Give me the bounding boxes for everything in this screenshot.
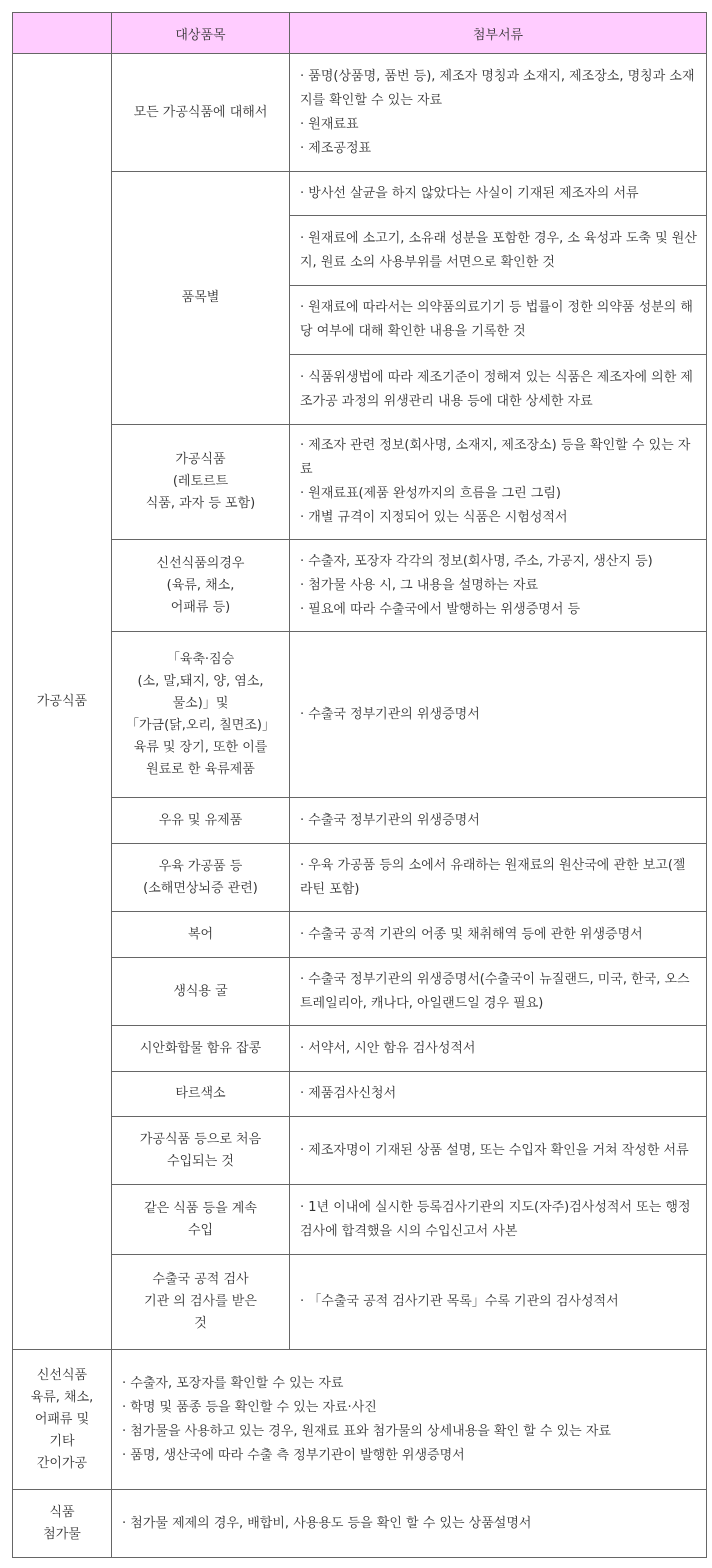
document-list <box>290 286 707 355</box>
document-item: · 학명 및 품종 등을 확인할 수 있는 자료·사진 <box>122 1399 377 1415</box>
document-list <box>290 172 707 216</box>
document-list <box>112 1350 707 1490</box>
document-item: · 수출국 정부기관의 위생증명서(수출국이 뉴질랜드, 미국, 한국, 오스트레일리아, 캐나다, 아일랜드일 경우 필요) <box>300 971 690 1011</box>
table-row <box>13 1350 707 1490</box>
target-item: 복어 <box>112 912 290 958</box>
document-item: · 수출국 공적 기관의 어종 및 채취해역 등에 관한 위생증명서 <box>300 926 643 942</box>
table-row <box>13 958 707 1026</box>
document-item: · 식품위생법에 따라 제조기준이 정해져 있는 식품은 제조자에 의한 제조가공 과정의 위생관리 내용 등에 대한 상세한 자료 <box>300 369 693 409</box>
document-item: · 원재료에 소고기, 소유래 성분을 포함한 경우, 소 육성과 도축 및 원산지, 원료 소의 사용부위를 서면으로 확인한 것 <box>300 230 697 270</box>
import-documents-table <box>12 12 707 1558</box>
target-item: 타르색소 <box>112 1072 290 1117</box>
document-list <box>290 54 707 172</box>
document-item: · 원재료에 따라서는 의약품의료기기 등 법률이 정한 의약품 성분의 해당 여부에 대해 확인한 내용을 기록한 것 <box>300 300 693 339</box>
table-row <box>13 54 707 172</box>
table-row <box>13 540 707 632</box>
document-item: · 첨가물 사용 시, 그 내용을 설명하는 자료 <box>300 577 539 593</box>
target-item: 가공식품 등으로 처음 수입되는 것 <box>112 1117 290 1185</box>
target-item: 시안화합물 함유 잡콩 <box>112 1026 290 1072</box>
target-item: 가공식품 (레토르트 식품, 과자 등 포함) <box>112 425 290 540</box>
header-col1 <box>13 13 112 54</box>
table-row <box>13 1185 707 1255</box>
document-list <box>290 1026 707 1072</box>
target-item: 신선식품의경우 (육류, 채소, 어패류 등) <box>112 540 290 632</box>
document-item: · 필요에 따라 수출국에서 발행하는 위생증명서 등 <box>300 601 581 617</box>
target-item: 수출국 공적 검사 기관 의 검사를 받은 것 <box>112 1255 290 1350</box>
document-item: · 수출국 정부기관의 위생증명서 <box>300 706 480 722</box>
document-item: · 방사선 살균을 하지 않았다는 사실이 기재된 제조자의 서류 <box>300 185 639 201</box>
table-row <box>13 1255 707 1350</box>
header-attached-documents: 첨부서류 <box>290 13 707 54</box>
document-item: · 우육 가공품 등의 소에서 유래하는 원재료의 원산국에 관한 보고(젤라틴 포함) <box>300 857 686 897</box>
table-row <box>13 1072 707 1117</box>
document-item: · 「수출국 공적 검사기관 목록」수록 기관의 검사성적서 <box>300 1294 619 1309</box>
document-list <box>290 844 707 912</box>
target-item: 모든 가공식품에 대해서 <box>112 54 290 172</box>
document-list <box>290 1255 707 1350</box>
table-row <box>13 798 707 844</box>
document-list <box>290 632 707 798</box>
document-item: · 제조자 관련 정보(회사명, 소재지, 제조장소) 등을 확인할 수 있는 자료 <box>300 438 691 477</box>
document-list <box>290 355 707 425</box>
document-item: · 원재료표(제품 완성까지의 흐름을 그린 그림) <box>300 486 561 501</box>
target-item: 우유 및 유제품 <box>112 798 290 844</box>
table-row <box>13 1490 707 1558</box>
document-item: · 수출자, 포장자를 확인할 수 있는 자료 <box>122 1375 344 1391</box>
category-fresh-food: 신선식품 육류, 채소, 어패류 및 기타 간이가공 <box>13 1350 112 1490</box>
document-item: · 첨가물 제제의 경우, 배합비, 사용용도 등을 확인 할 수 있는 상품설명서 <box>122 1515 532 1531</box>
document-item: · 서약서, 시안 함유 검사성적서 <box>300 1040 476 1056</box>
table-row <box>13 912 707 958</box>
target-item: 생식용 굴 <box>112 958 290 1026</box>
table-row <box>13 425 707 540</box>
document-list <box>290 1117 707 1185</box>
target-item: 품목별 <box>112 172 290 425</box>
table-row <box>13 1026 707 1072</box>
document-item: · 원재료표 <box>300 116 359 132</box>
document-list <box>290 540 707 632</box>
table-row <box>13 1117 707 1185</box>
document-item: · 품명(상품명, 품번 등), 제조자 명칭과 소재지, 제조장소, 명칭과 소재지를 확인할 수 있는 자료 <box>300 68 695 108</box>
document-list <box>290 425 707 540</box>
document-list <box>112 1490 707 1558</box>
document-list <box>290 912 707 958</box>
document-item: · 수출국 정부기관의 위생증명서 <box>300 812 480 828</box>
category-processed-food: 가공식품 <box>13 54 112 1350</box>
document-item: · 개별 규격이 지정되어 있는 식품은 시험성적서 <box>300 510 568 525</box>
document-item: · 1년 이내에 실시한 등록검사기관의 지도(자주)검사성적서 또는 행정검사에 합격했을 시의 수입신고서 사본 <box>300 1199 691 1239</box>
table-row <box>13 172 707 216</box>
table-row <box>13 632 707 798</box>
header-row <box>13 13 707 54</box>
document-item: · 수출자, 포장자 각각의 정보(회사명, 주소, 가공지, 생산지 등) <box>300 553 653 569</box>
document-list <box>290 1185 707 1255</box>
document-item: · 제조자명이 기재된 상품 설명, 또는 수입자 확인을 거쳐 작성한 서류 <box>300 1142 689 1158</box>
target-item: 같은 식품 등을 계속 수입 <box>112 1185 290 1255</box>
document-list <box>290 798 707 844</box>
document-item: · 품명, 생산국에 따라 수출 측 정부기관이 발행한 위생증명서 <box>122 1447 465 1463</box>
document-list <box>290 1072 707 1117</box>
document-list <box>290 216 707 286</box>
document-item: · 제품검사신청서 <box>300 1086 397 1101</box>
document-item: · 첨가물을 사용하고 있는 경우, 원재료 표와 첨가물의 상세내용을 확인 할 수 있는 자료 <box>122 1423 611 1439</box>
header-target-items: 대상품목 <box>112 13 290 54</box>
document-list <box>290 958 707 1026</box>
target-item: 우육 가공품 등 (소해면상뇌증 관련) <box>112 844 290 912</box>
document-item: · 제조공정표 <box>300 140 372 156</box>
table-row <box>13 844 707 912</box>
target-item: 「육축·짐승 (소, 말,돼지, 양, 염소, 물소)」및 「가금(닭,오리, 칠면조)」 육류 및 장기, 또한 이를 원료로 한 육류제품 <box>112 632 290 798</box>
category-food-additives: 식품 첨가물 <box>13 1490 112 1558</box>
